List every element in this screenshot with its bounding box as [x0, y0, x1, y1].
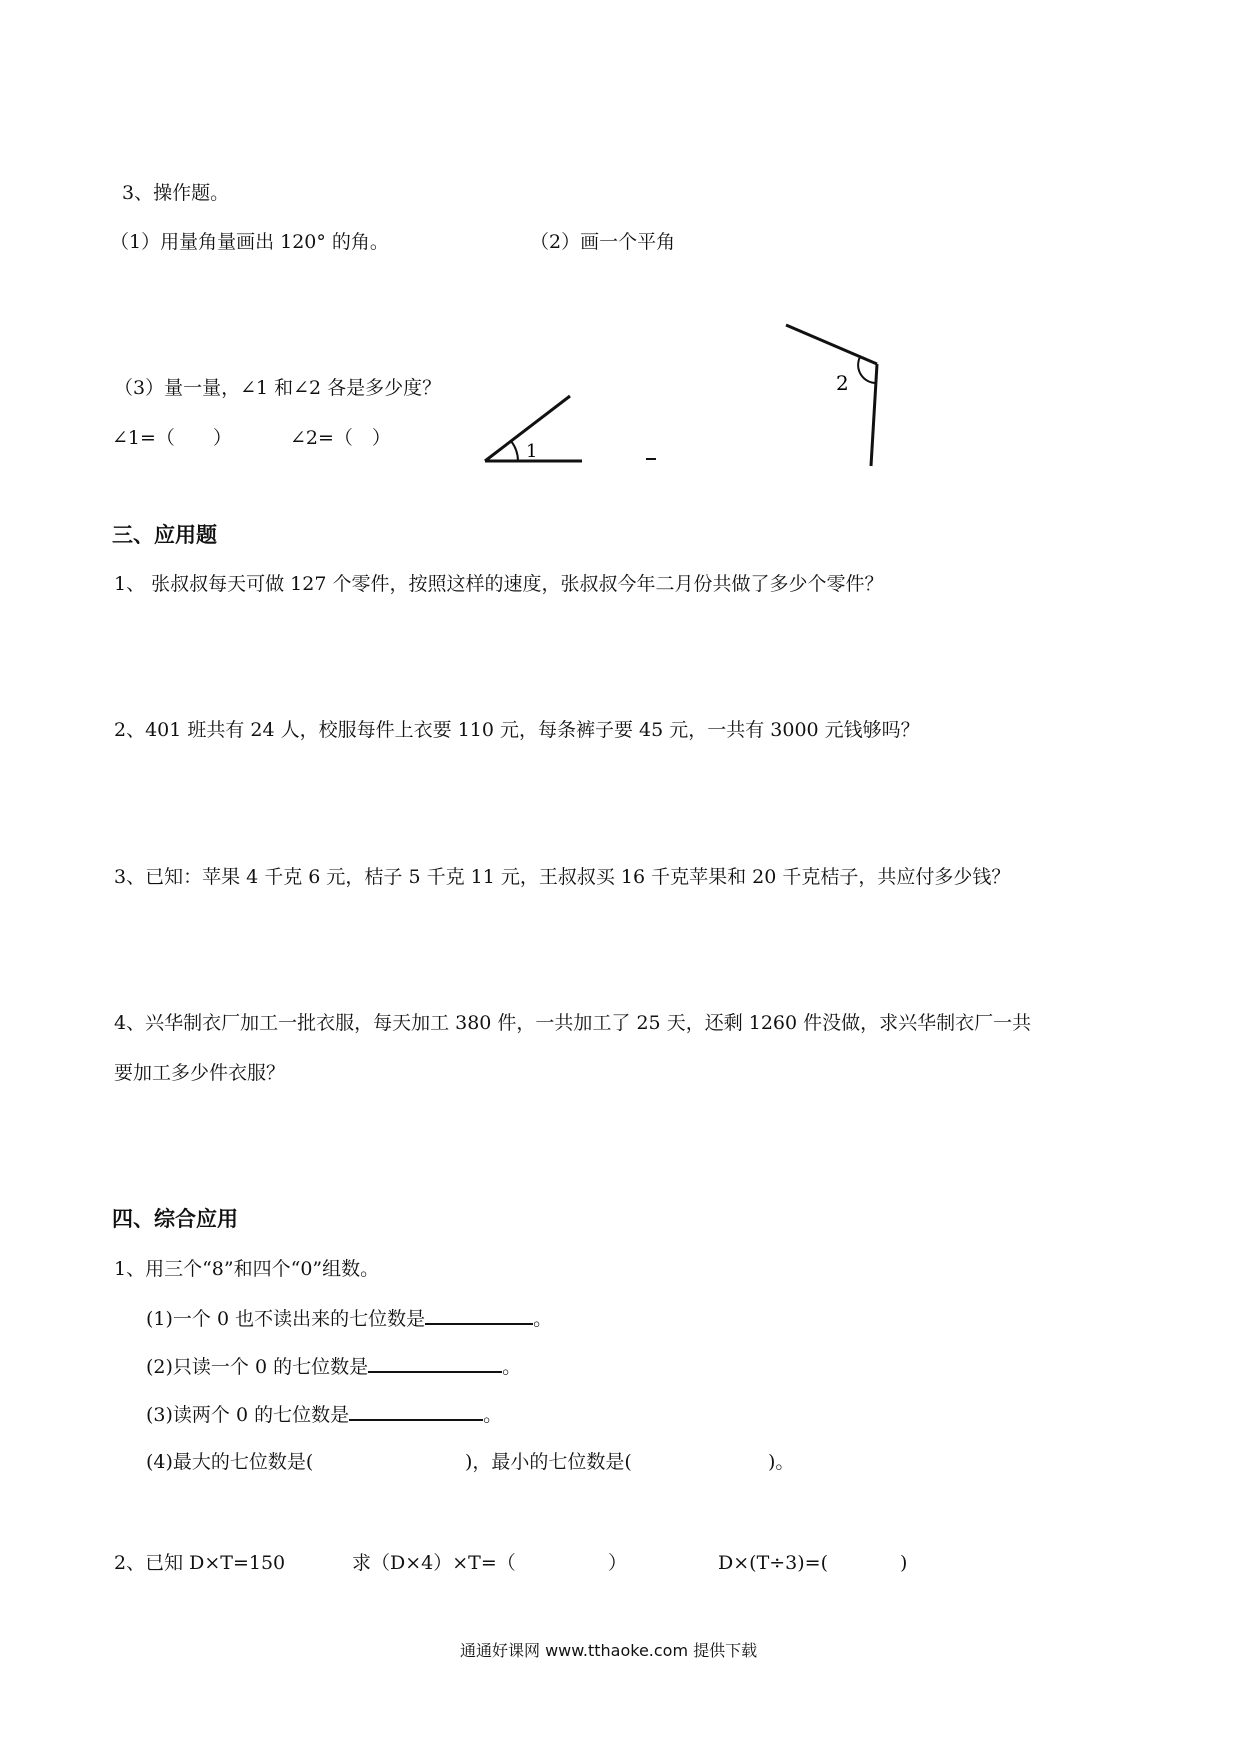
section4-sub1 — [146, 1305, 552, 1332]
section3-problem2: 2、401 班共有 24 人，校服每件上衣要 110 元，每条裤子要 45 元，一共有 3000 元钱够吗？ — [114, 719, 920, 741]
angle2-answer: ∠2=（ ） — [290, 427, 391, 449]
angle2-ray-upper — [786, 325, 877, 364]
section4-problem1: 1、用三个“8”和四个“0”组数。 — [114, 1258, 380, 1280]
section3-problem1: 1、 张叔叔每天可做 127 个零件，按照这样的速度，张叔叔今年二月份共做了多少个零件？ — [114, 573, 884, 595]
section4-problem2-ask1: 求（D×4）×T=（ — [352, 1552, 516, 1574]
section4-problem2-given: 2、已知 D×T=150 — [114, 1552, 286, 1574]
operation-q3: （3）量一量，∠1 和∠2 各是多少度？ — [114, 377, 442, 399]
sub3-blank[interactable] — [349, 1401, 483, 1421]
sub1-blank[interactable] — [425, 1305, 533, 1325]
section4-problem2-ask2-close: ) — [900, 1552, 908, 1574]
section4-sub3 — [146, 1401, 502, 1428]
section3-problem4-line2: 要加工多少件衣服？ — [114, 1062, 286, 1084]
stray-mark — [646, 456, 658, 462]
angle2-label: 2 — [836, 371, 849, 395]
section4-problem2-ask1-close: ） — [608, 1552, 628, 1574]
angle2-ray-lower — [871, 364, 877, 466]
sub3-text: (3)读两个 0 的七位数是 — [146, 1404, 350, 1426]
section4-sub2 — [146, 1353, 521, 1380]
sub1-period: 。 — [533, 1308, 553, 1330]
section3-problem3: 3、已知：苹果 4 千克 6 元，桔子 5 千克 11 元，王叔叔买 16 千克苹果和 20 千克桔子，共应付多少钱？ — [114, 866, 1011, 888]
sub2-text: (2)只读一个 0 的七位数是 — [146, 1356, 369, 1378]
angle1-arc — [511, 441, 518, 461]
section3-heading: 三、应用题 — [112, 523, 217, 547]
section4-problem2-ask2: D×(T÷3)=( — [718, 1552, 828, 1574]
operation-title: 3、操作题。 — [122, 182, 230, 204]
sub1-text: (1)一个 0 也不读出来的七位数是 — [146, 1308, 426, 1330]
section3-problem4-line1: 4、兴华制衣厂加工一批衣服，每天加工 380 件，一共加工了 25 天，还剩 1260 件没做，求兴华制衣厂一共 — [114, 1012, 1032, 1034]
section4-sub4b: )，最小的七位数是( — [465, 1451, 632, 1473]
operation-q1: （1）用量角量画出 120° 的角。 — [110, 231, 389, 253]
section4-heading: 四、综合应用 — [112, 1207, 238, 1231]
sub2-period: 。 — [502, 1356, 522, 1378]
section4-sub4a: (4)最大的七位数是( — [146, 1451, 314, 1473]
angle2-figure — [780, 320, 890, 470]
angle1-label: 1 — [526, 441, 538, 462]
sub3-period: 。 — [483, 1404, 503, 1426]
sub2-blank[interactable] — [368, 1353, 502, 1373]
operation-q2: （2）画一个平角 — [530, 231, 676, 253]
section4-sub4c: )。 — [768, 1451, 795, 1473]
angle1-figure — [480, 390, 600, 470]
angle1-answer: ∠1=（ ） — [112, 427, 232, 449]
page-footer: 通通好课网 www.tthaoke.com 提供下载 — [460, 1641, 758, 1660]
